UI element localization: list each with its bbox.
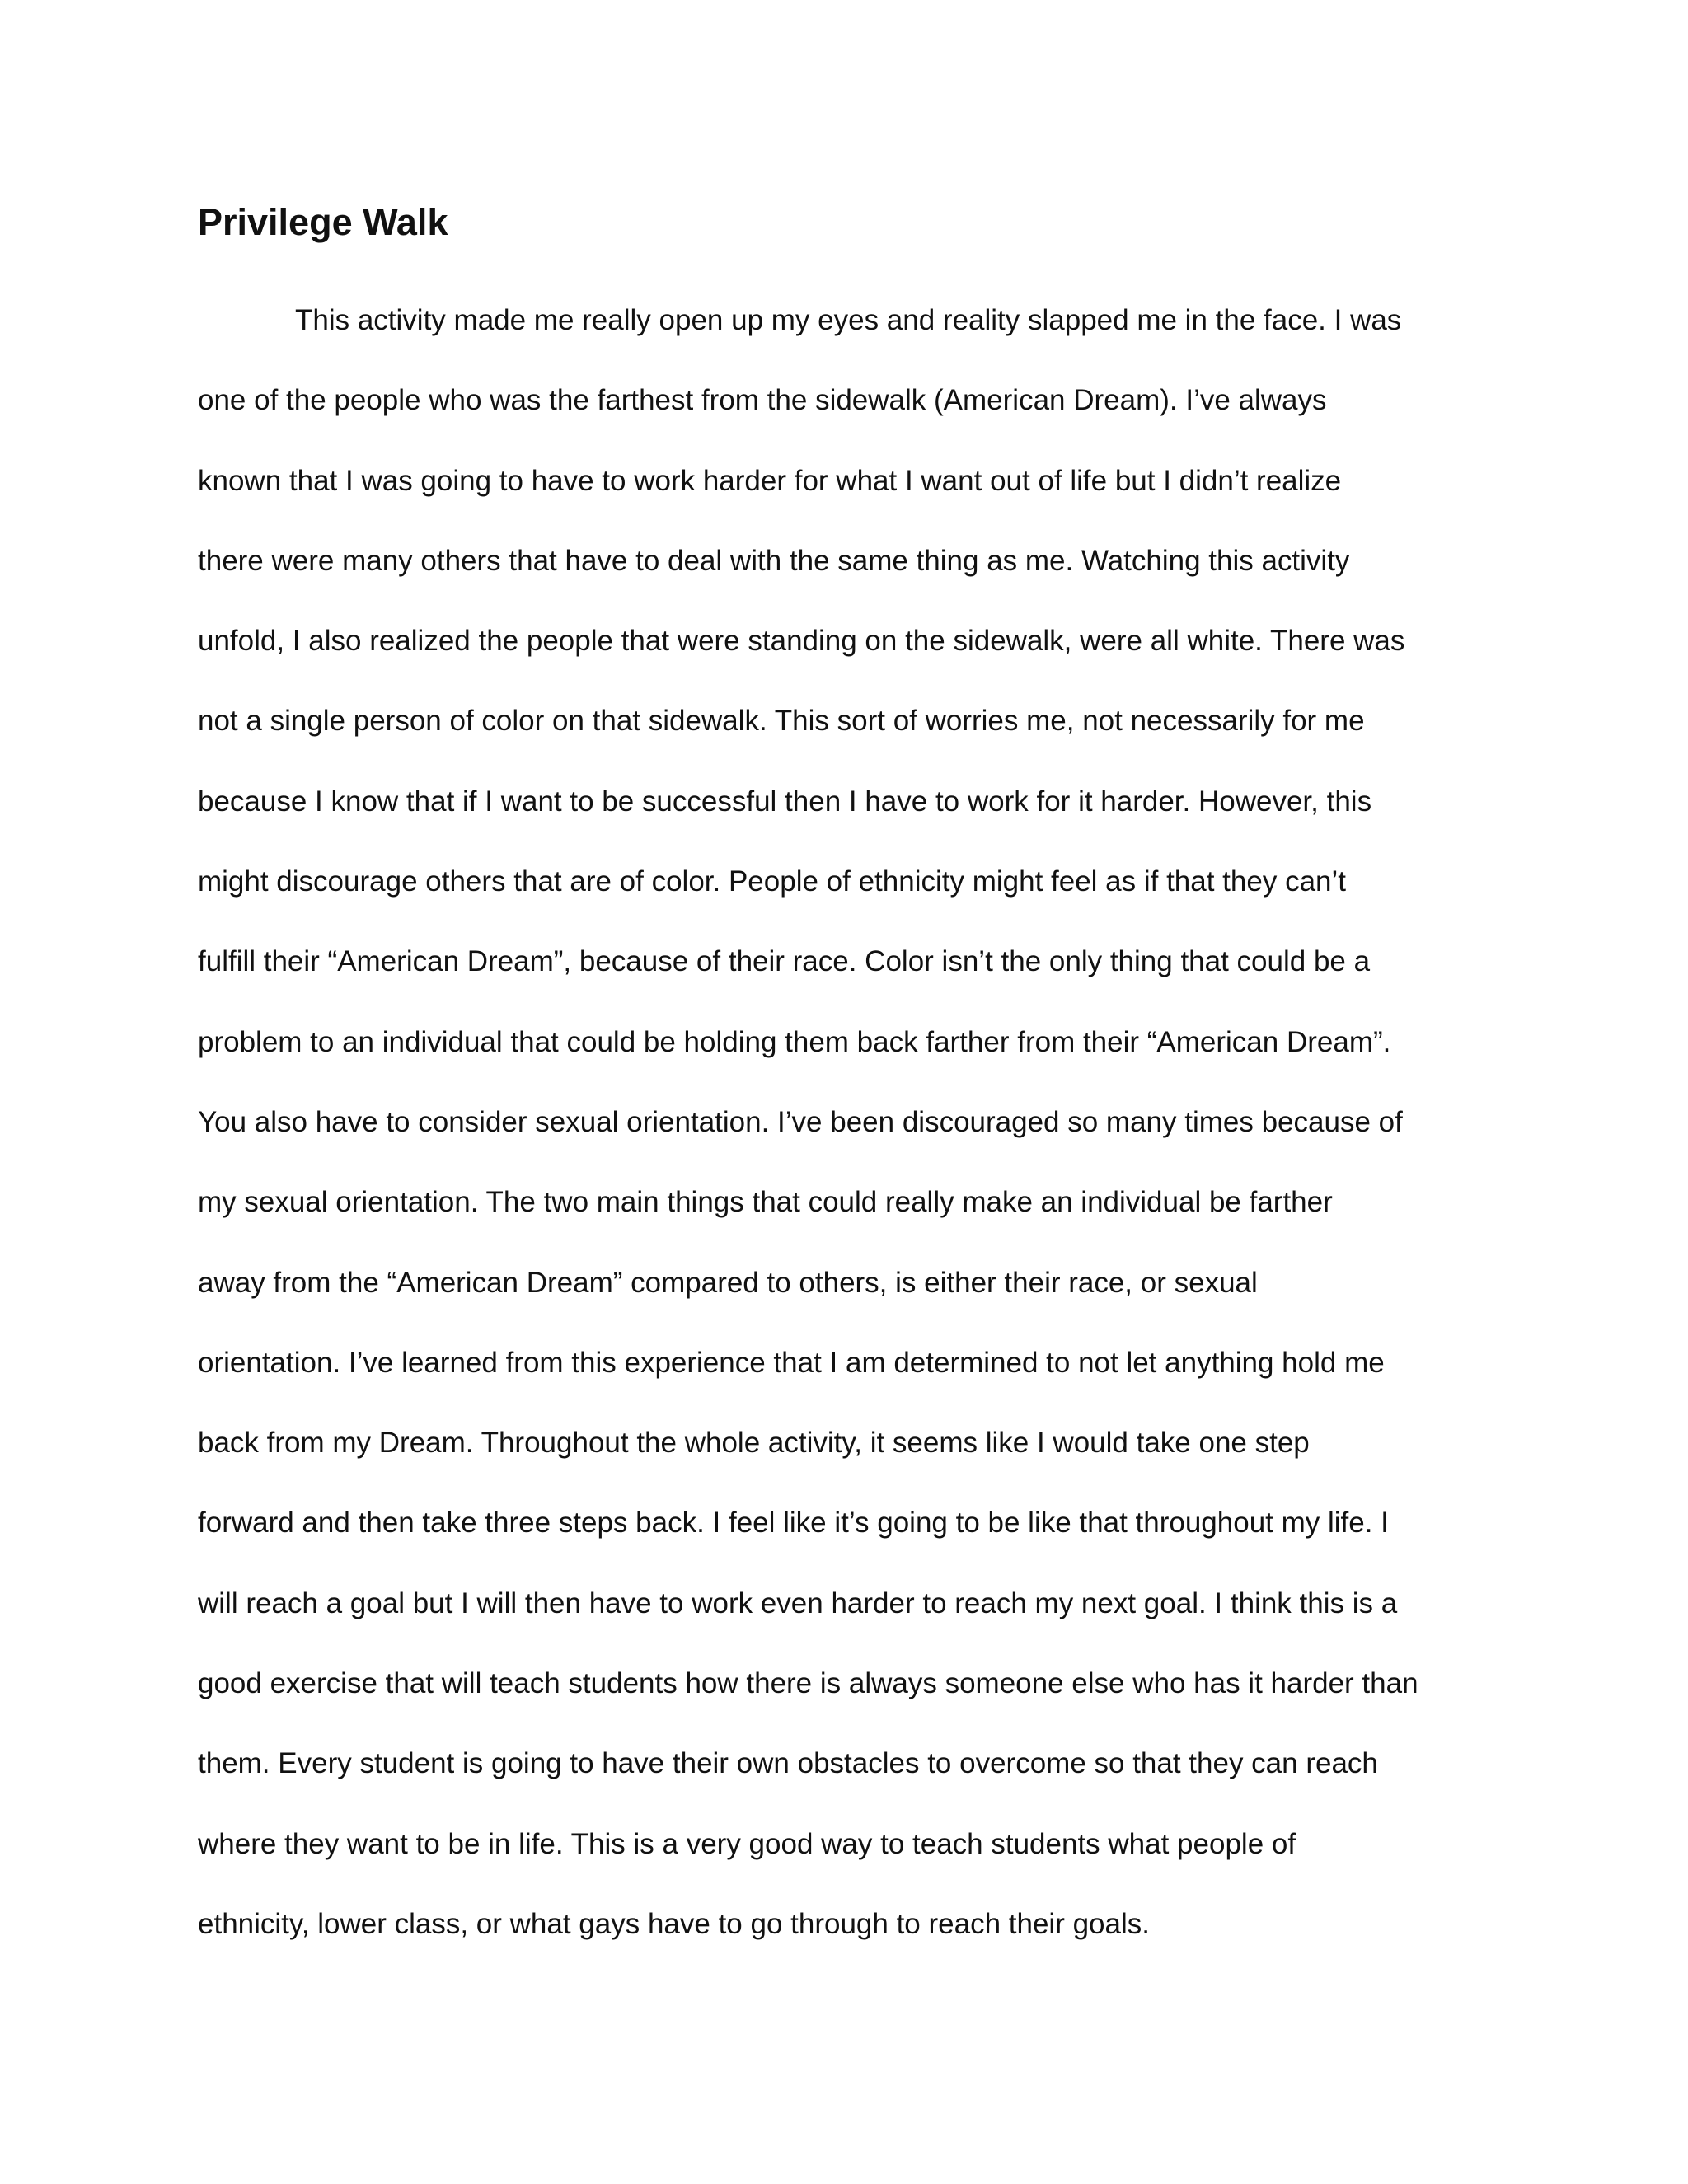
essay-line: fulfill their “American Dream”, because of their race. Color isn’t the only thing that could be a <box>198 945 1371 978</box>
essay-line: because I know that if I want to be successful then I have to work for it harder. However, this <box>198 785 1372 818</box>
essay-line: You also have to consider sexual orientation. I’ve been discouraged so many times because of <box>198 1105 1403 1138</box>
essay-body <box>198 300 1517 1984</box>
essay-line: might discourage others that are of color. People of ethnicity might feel as if that they can’t <box>198 865 1346 898</box>
essay-line: them. Every student is going to have their own obstacles to overcome so that they can reach <box>198 1747 1378 1780</box>
essay-line: orientation. I’ve learned from this experience that I am determined to not let anything hold me <box>198 1346 1385 1379</box>
essay-line: one of the people who was the farthest from the sidewalk (American Dream). I’ve always <box>198 384 1327 417</box>
essay-line: unfold, I also realized the people that were standing on the sidewalk, were all white. There was <box>198 625 1405 658</box>
essay-line: my sexual orientation. The two main things that could really make an individual be farther <box>198 1186 1333 1219</box>
essay-line: there were many others that have to deal with the same thing as me. Watching this activity <box>198 544 1350 577</box>
essay-line: back from my Dream. Throughout the whole activity, it seems like I would take one step <box>198 1427 1310 1460</box>
essay-line: not a single person of color on that sidewalk. This sort of worries me, not necessarily for me <box>198 705 1365 738</box>
essay-line: This activity made me really open up my eyes and reality slapped me in the face. I was <box>295 304 1402 336</box>
document-title: Privilege Walk <box>198 201 448 243</box>
essay-line: ethnicity, lower class, or what gays have to go through to reach their goals. <box>198 1907 1150 1940</box>
essay-line: will reach a goal but I will then have to work even harder to reach my next goal. I think this is a <box>198 1586 1398 1619</box>
essay-line: where they want to be in life. This is a very good way to teach students what people of <box>198 1827 1296 1860</box>
essay-line: known that I was going to have to work harder for what I want out of life but I didn’t realize <box>198 464 1342 497</box>
essay-line: good exercise that will teach students how there is always someone else who has it harder than <box>198 1667 1418 1700</box>
essay-line: problem to an individual that could be holding them back farther from their “American Dream”. <box>198 1025 1391 1058</box>
essay-line: away from the “American Dream” compared to others, is either their race, or sexual <box>198 1266 1258 1299</box>
essay-line: forward and then take three steps back. I feel like it’s going to be like that throughout my life. I <box>198 1507 1389 1540</box>
